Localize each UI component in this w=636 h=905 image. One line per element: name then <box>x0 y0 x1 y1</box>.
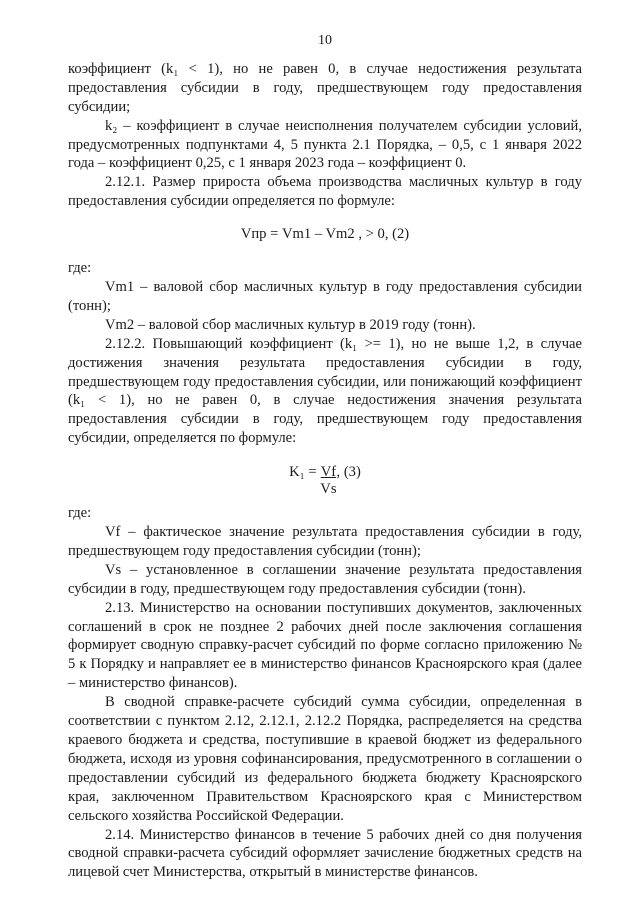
formula-2: Vпр = Vm1 – Vm2 , > 0, (2) <box>240 226 410 243</box>
paragraph-distribution: В сводной справке-расчете субсидий сумма субсидии, определенная в соответствии с пунктом 2.12, 2.12.1, 2.12.2 Порядка, распределяется на средства краевого бюджета и средства, поступившие в краевой бюджет из федерального бюджета, исходя из уровня софинансирования, предусмотренного в соглашении о предоставлении субсидий из федерального бюджета бюджету Красноярского края, заключенном Правительством Красноярского края с Министерством сельского хозяйства Российской Федерации. <box>68 694 582 824</box>
paragraph-2-14: 2.14. Министерство финансов в течение 5 рабочих дней со дня получения сводной справки-расчета субсидий оформляет зачисление бюджетных средств на лицевой счет Министерства, открытый в министерстве финансов. <box>68 826 582 881</box>
paragraph-2-13: 2.13. Министерство на основании поступивших документов, заключенных соглашений в срок не позднее 2 рабочих дней после заключения соглашения формирует сводную справку-расчет субсидий по форме согласно приложению № 5 к Порядку и направляет ее в министерство финансов Красноярского края (далее – министерство финансов). <box>68 599 582 692</box>
formula-3-lhs: K₁ = <box>289 464 321 481</box>
paragraph-2-12-2: 2.12.2. Повышающий коэффициент (k₁ >= 1), но не выше 1,2, в случае достижения значения результата предоставления субсидии в году, предшествующем году предоставления субсидии, или понижающий коэффициент (k₁ < 1), но не равен 0, в случае недостижения значения результата предоставления субсидии в году, предшествующем году предоставления субсидии, определяется по формуле: <box>68 335 582 447</box>
paragraph-k2: k₂ – коэффициент в случае неисполнения получателем субсидии условий, предусмотренных подпунктами 4, 5 пункта 2.1 Порядка, – 0,5, с 1 января 2022 года – коэффициент 0,25, с 1 января 2023 года – коэффициент 0. <box>68 117 582 172</box>
where-label-1: где: <box>68 260 92 277</box>
document-page <box>68 32 582 882</box>
where-label-2: где: <box>68 505 92 522</box>
page-number: 10 <box>318 33 332 48</box>
paragraph-vm1: Vm1 – валовой сбор масличных культур в году предоставления субсидии (тонн); <box>68 278 582 314</box>
paragraph-2-12-1: 2.12.1. Размер прироста объема производства масличных культур в году предоставления субсидии определяется по формуле: <box>68 174 582 210</box>
formula-3-numerator: Vf <box>320 464 337 481</box>
formula-3 <box>68 464 582 498</box>
formula-3-suffix: , (3) <box>336 464 361 481</box>
formula-3-denominator: Vs <box>320 481 337 498</box>
paragraph-vm2: Vm2 – валовой сбор масличных культур в 2019 году (тонн). <box>105 316 476 333</box>
paragraph-vs: Vs – установленное в соглашении значение результата предоставления субсидии в году, предшествующем году предоставления субсидии (тонн). <box>68 561 582 597</box>
formula-3-fraction <box>320 464 336 498</box>
paragraph-k1-continuation: коэффициент (k₁ < 1), но не равен 0, в случае недостижения результата предоставления субсидии в году, предшествующем году предоставления субсидии; <box>68 60 582 115</box>
paragraph-vf: Vf – фактическое значение результата предоставления субсидии в году, предшествующем году предоставления субсидии (тонн); <box>68 524 582 559</box>
